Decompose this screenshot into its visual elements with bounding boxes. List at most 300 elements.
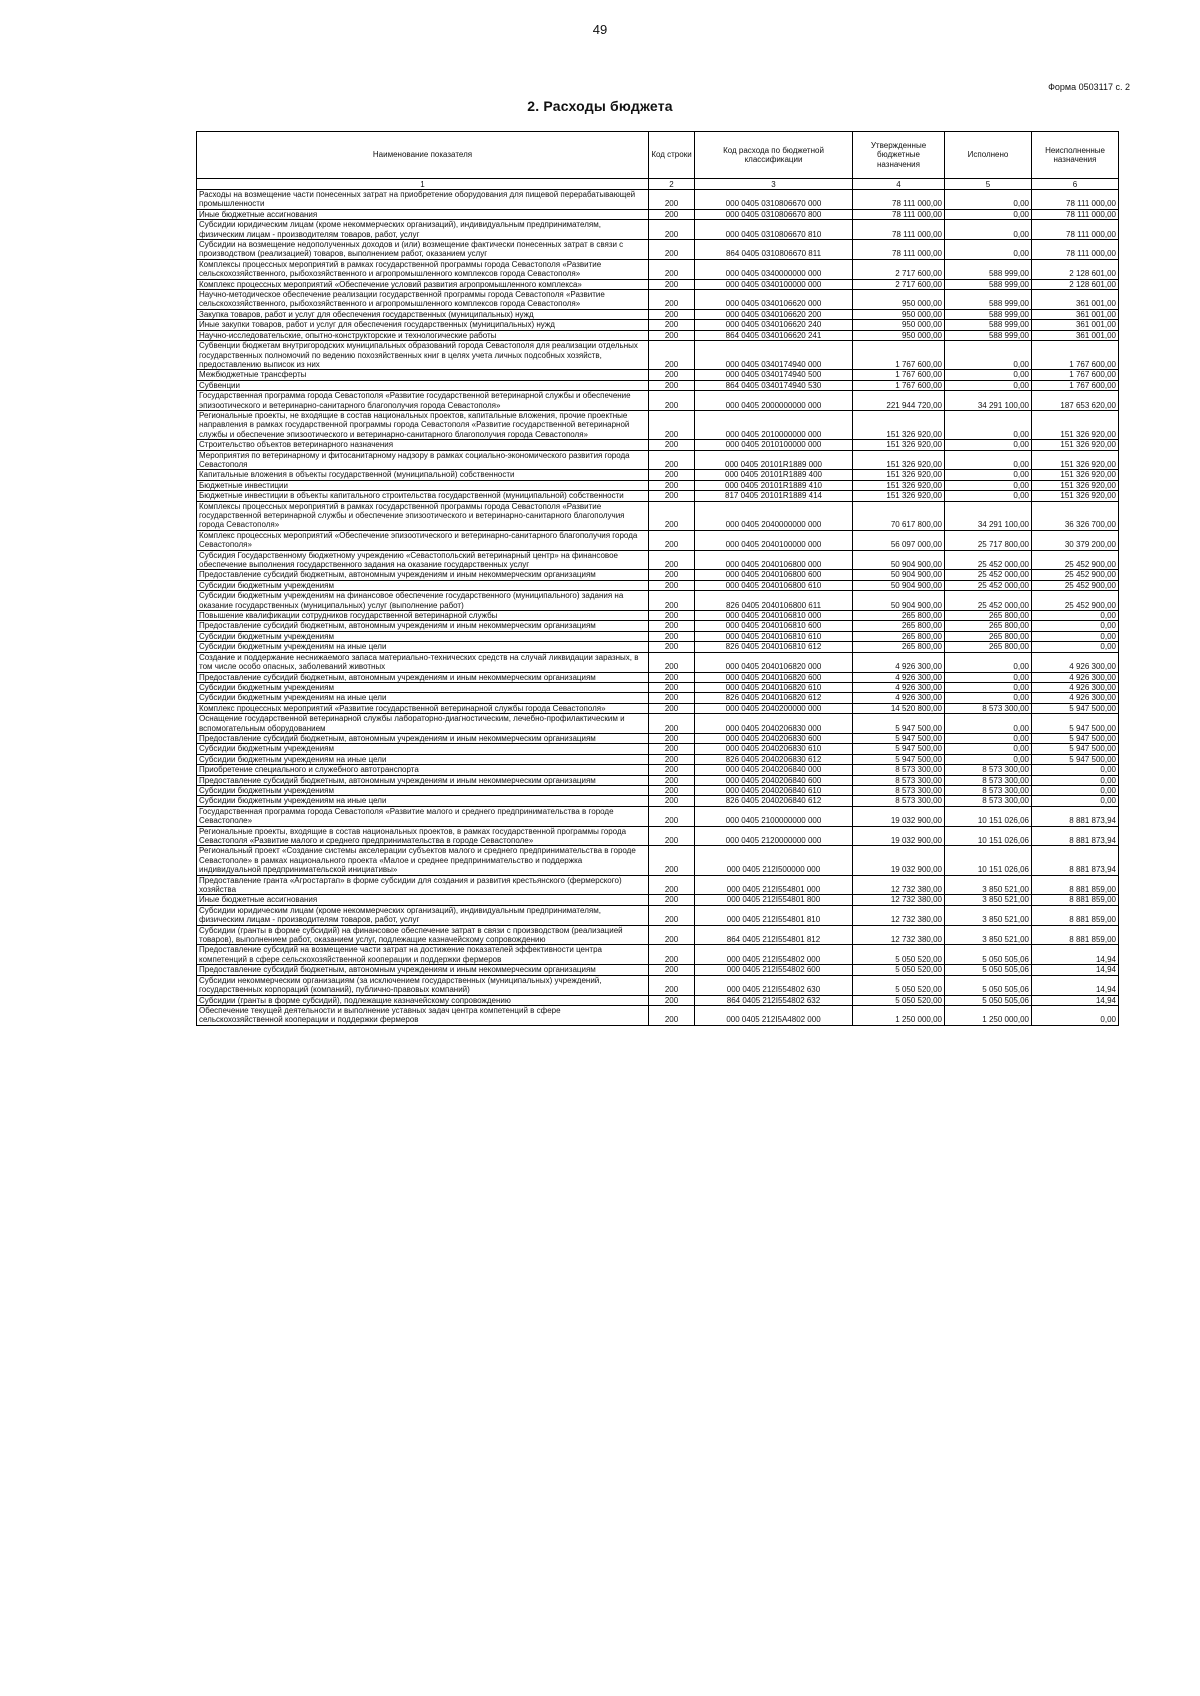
row-unexecuted: 14,94 — [1032, 995, 1119, 1005]
row-executed: 0,00 — [945, 714, 1032, 734]
row-approved: 8 573 300,00 — [853, 775, 945, 785]
table-row — [197, 765, 1119, 775]
row-name: Научно-методическое обеспечение реализации государственной программы города Севастополя «Развитие сельскохозяйственного, рыбохозяйственного и агропромышленного комплексов города Севастополя» — [197, 290, 649, 310]
table-row — [197, 703, 1119, 713]
row-executed: 3 850 521,00 — [945, 875, 1032, 895]
row-unexecuted: 151 326 920,00 — [1032, 491, 1119, 501]
row-line-code: 200 — [649, 754, 695, 764]
row-line-code: 200 — [649, 391, 695, 411]
row-unexecuted: 8 881 859,00 — [1032, 895, 1119, 905]
row-line-code: 200 — [649, 905, 695, 925]
row-unexecuted: 5 947 500,00 — [1032, 744, 1119, 754]
row-line-code: 200 — [649, 631, 695, 641]
row-unexecuted: 25 452 900,00 — [1032, 591, 1119, 611]
row-approved: 1 767 600,00 — [853, 341, 945, 370]
row-line-code: 200 — [649, 480, 695, 490]
row-name: Субсидии бюджетным учреждениям на иные цели — [197, 642, 649, 652]
row-line-code: 200 — [649, 611, 695, 621]
row-line-code: 200 — [649, 591, 695, 611]
row-approved: 78 111 000,00 — [853, 240, 945, 260]
row-name: Региональный проект «Создание системы акселерации субъектов малого и среднего предпринимательства в городе Севастополе» в рамках национального проекта «Малое и среднее предпринимательство и поддержка индивидуальной предпринимательской инициативы» — [197, 846, 649, 875]
row-approved: 950 000,00 — [853, 320, 945, 330]
column-number: 4 — [853, 179, 945, 190]
row-executed: 1 250 000,00 — [945, 1005, 1032, 1025]
row-name: Расходы на возмещение части понесенных затрат на приобретение оборудования для пищевой перерабатывающей промышленности — [197, 190, 649, 210]
row-line-code: 200 — [649, 826, 695, 846]
row-approved: 5 947 500,00 — [853, 744, 945, 754]
row-line-code: 200 — [649, 290, 695, 310]
row-unexecuted: 8 881 873,94 — [1032, 846, 1119, 875]
row-line-code: 200 — [649, 652, 695, 672]
row-approved: 221 944 720,00 — [853, 391, 945, 411]
row-classification-code: 817 0405 20101R1889 414 — [695, 491, 853, 501]
column-number: 6 — [1032, 179, 1119, 190]
row-classification-code: 826 0405 2040106800 611 — [695, 591, 853, 611]
row-executed: 8 573 300,00 — [945, 796, 1032, 806]
row-executed: 25 452 000,00 — [945, 580, 1032, 590]
row-unexecuted: 25 452 900,00 — [1032, 580, 1119, 590]
row-approved: 50 904 900,00 — [853, 580, 945, 590]
table-body — [197, 190, 1119, 1026]
table-row — [197, 1005, 1119, 1025]
row-executed: 25 452 000,00 — [945, 550, 1032, 570]
row-unexecuted: 0,00 — [1032, 785, 1119, 795]
table-row — [197, 530, 1119, 550]
row-unexecuted: 151 326 920,00 — [1032, 450, 1119, 470]
row-approved: 151 326 920,00 — [853, 440, 945, 450]
row-executed: 0,00 — [945, 682, 1032, 692]
row-executed: 588 999,00 — [945, 259, 1032, 279]
table-row — [197, 965, 1119, 975]
row-classification-code: 000 0405 212I554801 000 — [695, 875, 853, 895]
row-approved: 950 000,00 — [853, 330, 945, 340]
row-name: Субсидии бюджетным учреждениям — [197, 580, 649, 590]
row-executed: 0,00 — [945, 672, 1032, 682]
row-unexecuted: 1 767 600,00 — [1032, 370, 1119, 380]
row-approved: 1 767 600,00 — [853, 370, 945, 380]
row-name: Субсидии бюджетным учреждениям — [197, 682, 649, 692]
row-approved: 50 904 900,00 — [853, 550, 945, 570]
row-unexecuted: 4 926 300,00 — [1032, 652, 1119, 672]
row-executed: 5 050 505,06 — [945, 995, 1032, 1005]
row-classification-code: 000 0405 0340174940 000 — [695, 341, 853, 370]
row-name: Субсидия Государственному бюджетному учреждению «Севастопольский ветеринарный центр» на финансовое обеспечение выполнения государственного задания на оказание государственных услуг — [197, 550, 649, 570]
row-name: Субсидии (гранты в форме субсидий) на финансовое обеспечение затрат в связи с производством (реализацией товаров), выполнением работ, оказанием услуг, подлежащие казначейскому сопровождению — [197, 925, 649, 945]
table-row — [197, 775, 1119, 785]
row-line-code: 200 — [649, 895, 695, 905]
row-executed: 0,00 — [945, 341, 1032, 370]
row-line-code: 200 — [649, 765, 695, 775]
row-executed: 25 452 000,00 — [945, 570, 1032, 580]
row-name: Субсидии юридическим лицам (кроме некоммерческих организаций), индивидуальным предпринимателям, физическим лицам - производителям товаров, работ, услуг — [197, 905, 649, 925]
row-classification-code: 000 0405 212I554802 630 — [695, 975, 853, 995]
row-approved: 1 767 600,00 — [853, 380, 945, 390]
row-classification-code: 000 0405 212I554802 600 — [695, 965, 853, 975]
row-name: Комплексы процессных мероприятий в рамках государственной программы города Севастополя «Развитие сельскохозяйственного, рыбохозяйственного и агропромышленного комплексов города Севастополя» — [197, 259, 649, 279]
row-classification-code: 000 0405 0340106620 200 — [695, 309, 853, 319]
row-executed: 3 850 521,00 — [945, 925, 1032, 945]
row-executed: 588 999,00 — [945, 320, 1032, 330]
row-classification-code: 000 0405 20101R1889 400 — [695, 470, 853, 480]
table-row — [197, 501, 1119, 530]
row-name: Мероприятия по ветеринарному и фитосанитарному надзору в рамках социально-экономического развития города Севастополя — [197, 450, 649, 470]
row-classification-code: 000 0405 0340174940 500 — [695, 370, 853, 380]
table-row — [197, 491, 1119, 501]
table-row — [197, 391, 1119, 411]
row-approved: 78 111 000,00 — [853, 190, 945, 210]
row-executed: 0,00 — [945, 754, 1032, 764]
row-classification-code: 000 0405 2040206830 000 — [695, 714, 853, 734]
row-line-code: 200 — [649, 806, 695, 826]
row-unexecuted: 5 947 500,00 — [1032, 733, 1119, 743]
row-executed: 265 800,00 — [945, 631, 1032, 641]
row-line-code: 200 — [649, 733, 695, 743]
row-classification-code: 864 0405 212I554802 632 — [695, 995, 853, 1005]
row-line-code: 200 — [649, 380, 695, 390]
row-unexecuted: 0,00 — [1032, 775, 1119, 785]
row-approved: 12 732 380,00 — [853, 905, 945, 925]
row-name: Капитальные вложения в объекты государственной (муниципальной) собственности — [197, 470, 649, 480]
row-classification-code: 000 0405 2010100000 000 — [695, 440, 853, 450]
row-executed: 34 291 100,00 — [945, 391, 1032, 411]
row-classification-code: 000 0405 2040000000 000 — [695, 501, 853, 530]
table-row — [197, 672, 1119, 682]
row-line-code: 200 — [649, 672, 695, 682]
table-row — [197, 693, 1119, 703]
column-number: 1 — [197, 179, 649, 190]
row-name: Субсидии (гранты в форме субсидий), подлежащие казначейскому сопровождению — [197, 995, 649, 1005]
table-row — [197, 875, 1119, 895]
row-classification-code: 000 0405 0310806670 800 — [695, 209, 853, 219]
row-line-code: 200 — [649, 945, 695, 965]
row-classification-code: 864 0405 0310806670 811 — [695, 240, 853, 260]
row-approved: 12 732 380,00 — [853, 875, 945, 895]
row-name: Субсидии на возмещение недополученных доходов и (или) возмещение фактически понесенных затрат в связи с производством (реализацией) товаров, выполнением работ, оказанием услуг — [197, 240, 649, 260]
row-line-code: 200 — [649, 209, 695, 219]
table-row — [197, 330, 1119, 340]
column-number-row — [197, 179, 1119, 190]
row-name: Повышение квалификации сотрудников государственной ветеринарной службы — [197, 611, 649, 621]
row-approved: 2 717 600,00 — [853, 279, 945, 289]
table-row — [197, 591, 1119, 611]
row-approved: 5 050 520,00 — [853, 975, 945, 995]
row-unexecuted: 0,00 — [1032, 642, 1119, 652]
row-line-code: 200 — [649, 240, 695, 260]
row-approved: 14 520 800,00 — [853, 703, 945, 713]
row-unexecuted: 14,94 — [1032, 965, 1119, 975]
header-unexecuted: Неисполненные назначения — [1032, 132, 1119, 179]
row-approved: 19 032 900,00 — [853, 826, 945, 846]
row-name: Субсидии бюджетным учреждениям — [197, 744, 649, 754]
row-name: Предоставление гранта «Агростартап» в форме субсидии для создания и развития крестьянского (фермерского) хозяйства — [197, 875, 649, 895]
row-executed: 588 999,00 — [945, 279, 1032, 289]
form-code: Форма 0503117 с. 2 — [1048, 82, 1130, 92]
row-name: Субсидии бюджетным учреждениям на иные цели — [197, 796, 649, 806]
row-name: Субсидии бюджетным учреждениям на иные цели — [197, 754, 649, 764]
table-row — [197, 380, 1119, 390]
row-executed: 10 151 026,06 — [945, 826, 1032, 846]
row-unexecuted: 151 326 920,00 — [1032, 440, 1119, 450]
row-unexecuted: 2 128 601,00 — [1032, 279, 1119, 289]
page-title: 2. Расходы бюджета — [527, 98, 673, 114]
row-classification-code: 000 0405 2040206840 000 — [695, 765, 853, 775]
table-row — [197, 975, 1119, 995]
row-name: Предоставление субсидий бюджетным, автономным учреждениям и иным некоммерческим организациям — [197, 965, 649, 975]
row-approved: 50 904 900,00 — [853, 570, 945, 580]
row-executed: 588 999,00 — [945, 330, 1032, 340]
row-approved: 5 050 520,00 — [853, 965, 945, 975]
row-line-code: 200 — [649, 279, 695, 289]
row-name: Бюджетные инвестиции в объекты капитального строительства государственной (муниципальной) собственности — [197, 491, 649, 501]
row-line-code: 200 — [649, 370, 695, 380]
row-classification-code: 864 0405 0340174940 530 — [695, 380, 853, 390]
row-approved: 5 050 520,00 — [853, 995, 945, 1005]
row-unexecuted: 0,00 — [1032, 765, 1119, 775]
table-row — [197, 796, 1119, 806]
row-unexecuted: 361 001,00 — [1032, 290, 1119, 310]
table-row — [197, 754, 1119, 764]
row-executed: 3 850 521,00 — [945, 895, 1032, 905]
row-line-code: 200 — [649, 775, 695, 785]
table-row — [197, 550, 1119, 570]
row-unexecuted: 5 947 500,00 — [1032, 703, 1119, 713]
row-line-code: 200 — [649, 550, 695, 570]
row-approved: 265 800,00 — [853, 611, 945, 621]
row-unexecuted: 151 326 920,00 — [1032, 410, 1119, 439]
row-name: Межбюджетные трансферты — [197, 370, 649, 380]
header-approved: Утвержденные бюджетные назначения — [853, 132, 945, 179]
table-row — [197, 470, 1119, 480]
table-row — [197, 209, 1119, 219]
row-line-code: 200 — [649, 703, 695, 713]
row-classification-code: 000 0405 0340000000 000 — [695, 259, 853, 279]
row-unexecuted: 151 326 920,00 — [1032, 480, 1119, 490]
row-line-code: 200 — [649, 220, 695, 240]
row-executed: 0,00 — [945, 209, 1032, 219]
row-approved: 1 250 000,00 — [853, 1005, 945, 1025]
row-unexecuted: 5 947 500,00 — [1032, 714, 1119, 734]
row-executed: 3 850 521,00 — [945, 905, 1032, 925]
table-row — [197, 621, 1119, 631]
row-classification-code: 000 0405 0340100000 000 — [695, 279, 853, 289]
row-name: Иные закупки товаров, работ и услуг для обеспечения государственных (муниципальных) нужд — [197, 320, 649, 330]
row-executed: 0,00 — [945, 380, 1032, 390]
row-line-code: 200 — [649, 450, 695, 470]
row-unexecuted: 2 128 601,00 — [1032, 259, 1119, 279]
table-row — [197, 320, 1119, 330]
row-name: Региональные проекты, не входящие в состав национальных проектов, капитальные вложения, прочие проектные направления в рамках государственной программы города Севастополя «Развитие государственной ветеринарной службы и обеспечение эпизоотического и ветеринарно-санитарного благополучия города Севастополя» — [197, 410, 649, 439]
row-unexecuted: 4 926 300,00 — [1032, 672, 1119, 682]
row-line-code: 200 — [649, 1005, 695, 1025]
row-line-code: 200 — [649, 975, 695, 995]
row-classification-code: 000 0405 2040106810 600 — [695, 621, 853, 631]
row-executed: 265 800,00 — [945, 621, 1032, 631]
row-line-code: 200 — [649, 410, 695, 439]
row-line-code: 200 — [649, 785, 695, 795]
row-unexecuted: 187 653 620,00 — [1032, 391, 1119, 411]
row-name: Приобретение специального и служебного автотранспорта — [197, 765, 649, 775]
row-line-code: 200 — [649, 330, 695, 340]
row-classification-code: 000 0405 0310806670 810 — [695, 220, 853, 240]
row-line-code: 200 — [649, 965, 695, 975]
row-name: Региональные проекты, входящие в состав национальных проектов, в рамках государственной программы города Севастополя «Развитие малого и среднего предпринимательства в городе Севастополе» — [197, 826, 649, 846]
row-classification-code: 000 0405 0340106620 240 — [695, 320, 853, 330]
row-unexecuted: 4 926 300,00 — [1032, 682, 1119, 692]
row-name: Предоставление субсидий бюджетным, автономным учреждениям и иным некоммерческим организациям — [197, 672, 649, 682]
row-unexecuted: 78 111 000,00 — [1032, 190, 1119, 210]
row-classification-code: 000 0405 212I554801 800 — [695, 895, 853, 905]
header-line-code: Код строки — [649, 132, 695, 179]
row-executed: 25 717 800,00 — [945, 530, 1032, 550]
row-classification-code: 000 0405 0340106620 000 — [695, 290, 853, 310]
row-unexecuted: 8 881 873,94 — [1032, 806, 1119, 826]
row-name: Комплексы процессных мероприятий в рамках государственной программы города Севастополя «Развитие государственной ветеринарной службы и обеспечение эпизоотического и ветеринарно-санитарного благополучия города Севастополя» — [197, 501, 649, 530]
row-classification-code: 000 0405 2000000000 000 — [695, 391, 853, 411]
row-unexecuted: 361 001,00 — [1032, 309, 1119, 319]
row-line-code: 200 — [649, 320, 695, 330]
table-row — [197, 744, 1119, 754]
row-classification-code: 826 0405 2040106810 612 — [695, 642, 853, 652]
table-header-row — [197, 132, 1119, 179]
row-classification-code: 000 0405 2040106800 000 — [695, 550, 853, 570]
row-unexecuted: 8 881 859,00 — [1032, 925, 1119, 945]
table-row — [197, 370, 1119, 380]
row-unexecuted: 78 111 000,00 — [1032, 240, 1119, 260]
row-executed: 265 800,00 — [945, 611, 1032, 621]
table-row — [197, 806, 1119, 826]
row-unexecuted: 0,00 — [1032, 1005, 1119, 1025]
table-row — [197, 611, 1119, 621]
row-unexecuted: 8 881 859,00 — [1032, 875, 1119, 895]
row-name: Субсидии бюджетным учреждениям на финансовое обеспечение государственного (муниципального) задания на оказание государственных (муниципальных) услуг (выполнение работ) — [197, 591, 649, 611]
row-unexecuted: 4 926 300,00 — [1032, 693, 1119, 703]
column-number: 2 — [649, 179, 695, 190]
row-name: Комплекс процессных мероприятий «Обеспечение условий развития агропромышленного комплекса» — [197, 279, 649, 289]
row-name: Строительство объектов ветеринарного назначения — [197, 440, 649, 450]
row-approved: 4 926 300,00 — [853, 672, 945, 682]
row-name: Оснащение государственной ветеринарной службы лабораторно-диагностическим, лечебно-профилактическим и вспомогательным оборудованием — [197, 714, 649, 734]
table-row — [197, 895, 1119, 905]
row-name: Субсидии юридическим лицам (кроме некоммерческих организаций), индивидуальным предпринимателям, физическим лицам - производителям товаров, работ, услуг — [197, 220, 649, 240]
table-row — [197, 450, 1119, 470]
row-executed: 34 291 100,00 — [945, 501, 1032, 530]
row-approved: 5 947 500,00 — [853, 754, 945, 764]
row-name: Субвенции — [197, 380, 649, 390]
row-approved: 151 326 920,00 — [853, 491, 945, 501]
row-executed: 265 800,00 — [945, 642, 1032, 652]
row-executed: 0,00 — [945, 370, 1032, 380]
row-unexecuted: 0,00 — [1032, 621, 1119, 631]
row-line-code: 200 — [649, 440, 695, 450]
row-executed: 0,00 — [945, 470, 1032, 480]
table-row — [197, 995, 1119, 1005]
row-line-code: 200 — [649, 682, 695, 692]
table-row — [197, 714, 1119, 734]
row-approved: 151 326 920,00 — [853, 410, 945, 439]
row-executed: 5 050 505,06 — [945, 975, 1032, 995]
row-classification-code: 000 0405 2040106810 610 — [695, 631, 853, 641]
row-unexecuted: 8 881 873,94 — [1032, 826, 1119, 846]
row-approved: 151 326 920,00 — [853, 470, 945, 480]
row-approved: 5 947 500,00 — [853, 733, 945, 743]
row-unexecuted: 14,94 — [1032, 975, 1119, 995]
row-unexecuted: 0,00 — [1032, 611, 1119, 621]
table-row — [197, 652, 1119, 672]
row-approved: 8 573 300,00 — [853, 785, 945, 795]
table-row — [197, 642, 1119, 652]
row-executed: 8 573 300,00 — [945, 703, 1032, 713]
row-name: Субсидии некоммерческим организациям (за исключением государственных (муниципальных) учреждений, государственных корпораций (компаний), публично-правовых компаний) — [197, 975, 649, 995]
table-row — [197, 290, 1119, 310]
table-row — [197, 925, 1119, 945]
row-name: Субвенции бюджетам внутригородских муниципальных образований города Севастополя для реализации отдельных государственных полномочий по ведению похозяйственных книг в целях учета личных подсобных хозяйств, предоставлению выписок из них — [197, 341, 649, 370]
row-unexecuted: 361 001,00 — [1032, 330, 1119, 340]
row-executed: 0,00 — [945, 410, 1032, 439]
row-classification-code: 000 0405 2040206830 610 — [695, 744, 853, 754]
row-line-code: 200 — [649, 642, 695, 652]
header-executed: Исполнено — [945, 132, 1032, 179]
row-classification-code: 000 0405 2040206840 610 — [695, 785, 853, 795]
row-unexecuted: 361 001,00 — [1032, 320, 1119, 330]
row-name: Предоставление субсидий бюджетным, автономным учреждениям и иным некоммерческим организациям — [197, 775, 649, 785]
row-approved: 12 732 380,00 — [853, 895, 945, 905]
row-executed: 0,00 — [945, 693, 1032, 703]
row-name: Предоставление субсидий бюджетным, автономным учреждениям и иным некоммерческим организациям — [197, 570, 649, 580]
row-name: Бюджетные инвестиции — [197, 480, 649, 490]
row-classification-code: 000 0405 2040106820 000 — [695, 652, 853, 672]
row-executed: 8 573 300,00 — [945, 765, 1032, 775]
row-approved: 151 326 920,00 — [853, 450, 945, 470]
row-classification-code: 000 0405 2100000000 000 — [695, 806, 853, 826]
row-approved: 19 032 900,00 — [853, 806, 945, 826]
row-classification-code: 000 0405 2040106820 600 — [695, 672, 853, 682]
row-executed: 10 151 026,06 — [945, 846, 1032, 875]
row-line-code: 200 — [649, 744, 695, 754]
row-approved: 70 617 800,00 — [853, 501, 945, 530]
row-unexecuted: 8 881 859,00 — [1032, 905, 1119, 925]
row-approved: 4 926 300,00 — [853, 693, 945, 703]
row-name: Государственная программа города Севастополя «Развитие малого и среднего предпринимательства в городе Севастополе» — [197, 806, 649, 826]
row-approved: 12 732 380,00 — [853, 925, 945, 945]
table-row — [197, 279, 1119, 289]
row-classification-code: 000 0405 2040106820 610 — [695, 682, 853, 692]
row-line-code: 200 — [649, 995, 695, 1005]
row-line-code: 200 — [649, 470, 695, 480]
row-approved: 50 904 900,00 — [853, 591, 945, 611]
row-name: Создание и поддержание неснижаемого запаса материально-технических средств на случай ликвидации заразных, в том числе особо опасных, заболеваний животных — [197, 652, 649, 672]
row-approved: 8 573 300,00 — [853, 796, 945, 806]
row-executed: 0,00 — [945, 450, 1032, 470]
page-number: 49 — [592, 22, 608, 37]
table-row — [197, 341, 1119, 370]
row-classification-code: 000 0405 212I500000 000 — [695, 846, 853, 875]
row-unexecuted: 0,00 — [1032, 631, 1119, 641]
row-line-code: 200 — [649, 501, 695, 530]
row-unexecuted: 25 452 900,00 — [1032, 570, 1119, 580]
row-executed: 0,00 — [945, 744, 1032, 754]
table-row — [197, 905, 1119, 925]
row-approved: 78 111 000,00 — [853, 220, 945, 240]
header-name: Наименование показателя — [197, 132, 649, 179]
row-name: Субсидии бюджетным учреждениям — [197, 631, 649, 641]
row-classification-code: 000 0405 2040100000 000 — [695, 530, 853, 550]
row-executed: 588 999,00 — [945, 290, 1032, 310]
table-row — [197, 826, 1119, 846]
row-approved: 4 926 300,00 — [853, 682, 945, 692]
row-line-code: 200 — [649, 580, 695, 590]
row-approved: 2 717 600,00 — [853, 259, 945, 279]
table-row — [197, 410, 1119, 439]
